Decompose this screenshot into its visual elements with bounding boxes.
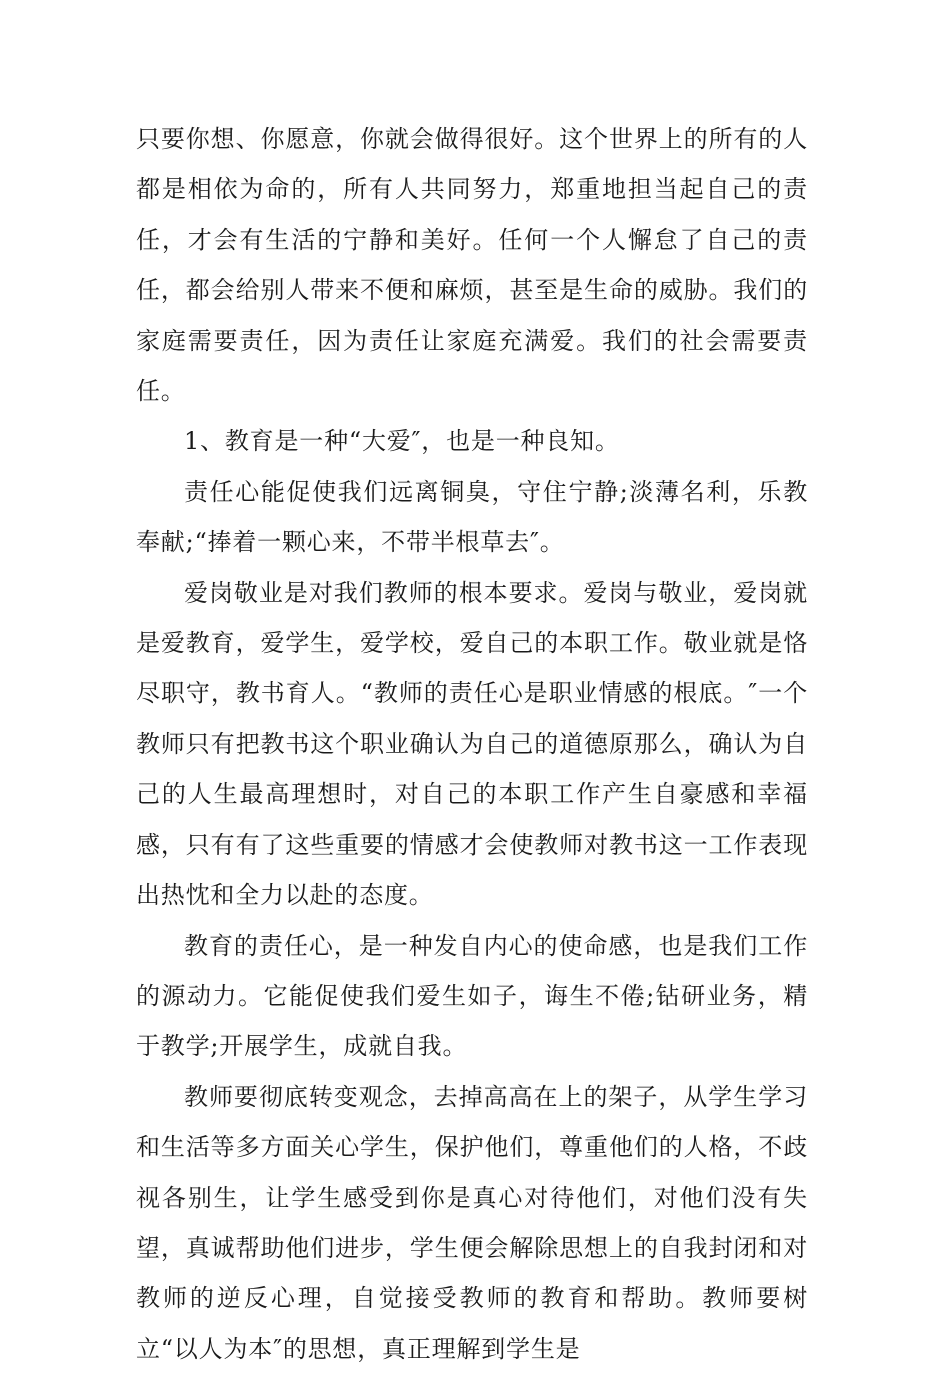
document-body xyxy=(136,114,808,1374)
paragraph-5: 教育的责任心，是一种发自内心的使命感，也是我们工作的源动力。它能促使我们爱生如子，诲生不倦;钻研业务，精于教学;开展学生，成就自我。 xyxy=(136,931,808,1061)
paragraph-3: 责任心能促使我们远离铜臭，守住宁静;淡薄名利，乐教奉献;“捧着一颗心来，不带半根草去″。 xyxy=(136,477,808,557)
paragraph-4: 爱岗敬业是对我们教师的根本要求。爱岗与敬业，爱岗就是爱教育，爱学生，爱学校，爱自己的本职工作。敬业就是恪尽职守，教书育人。“教师的责任心是职业情感的根底。″一个教师只有把教书这个职业确认为自己的道德原那么，确认为自己的人生最高理想时，对自己的本职工作产生自豪感和幸福感，只有有了这些重要的情感才会使教师对教书这一工作表现出热忱和全力以赴的态度。 xyxy=(136,578,808,910)
paragraph-2-heading: 1、教育是一种“大爱″，也是一种良知。 xyxy=(184,427,620,456)
paragraph-1: 只要你想、你愿意，你就会做得很好。这个世界上的所有的人都是相依为命的，所有人共同努力，郑重地担当起自己的责任，才会有生活的宁静和美好。任何一个人懈怠了自己的责任，都会给别人带来不便和麻烦，甚至是生命的威胁。我们的家庭需要责任，因为责任让家庭充满爱。我们的社会需要责任。 xyxy=(136,125,808,406)
paragraph-6: 教师要彻底转变观念，去掉高高在上的架子，从学生学习和生活等多方面关心学生，保护他们，尊重他们的人格，不歧视各别生，让学生感受到你是真心对待他们，对他们没有失望，真诚帮助他们进步，学生便会解除思想上的自我封闭和对教师的逆反心理，自觉接受教师的教育和帮助。教师要树立“以人为本″的思想，真正理解到学生是 xyxy=(136,1082,808,1363)
